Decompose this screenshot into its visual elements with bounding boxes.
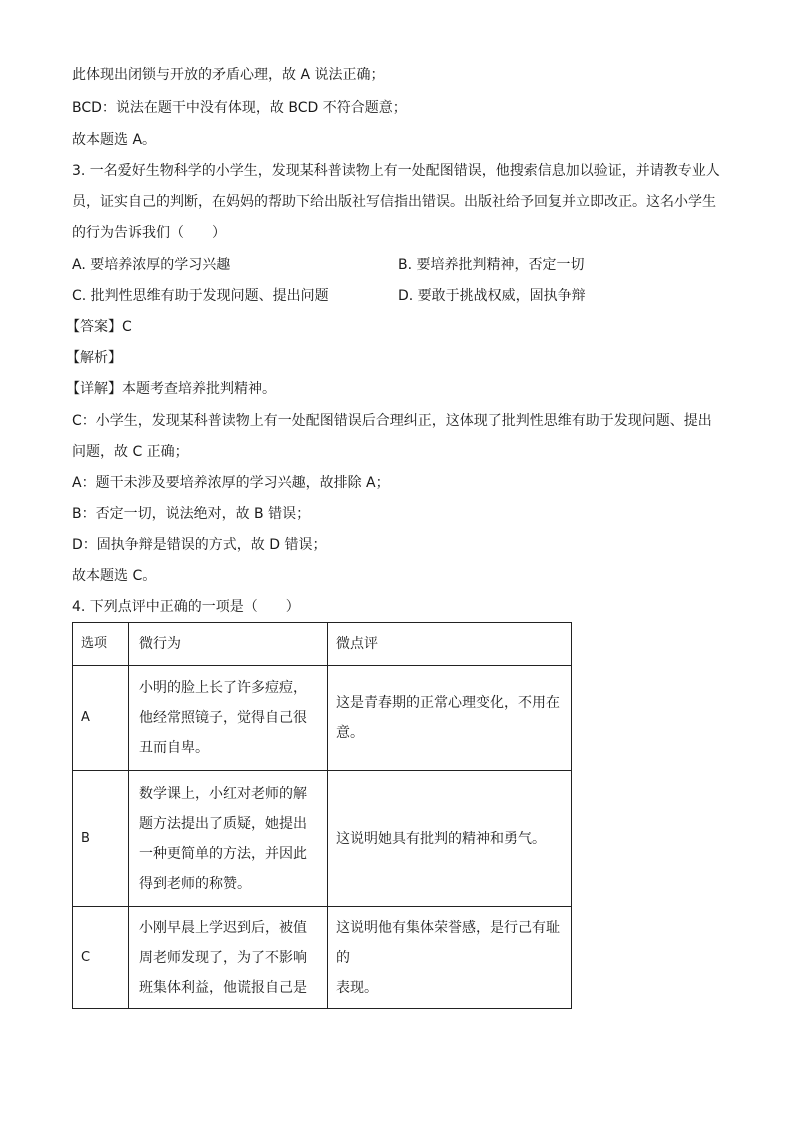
line-prev-3: 故本题选 A。: [72, 132, 157, 148]
line-prev-1: 此体现出闭锁与开放的矛盾心理，故 A 说法正确；: [72, 67, 385, 83]
line-prev-2: BCD：说法在题干中没有体现，故 BCD 不符合题意；: [72, 100, 407, 116]
q3-answer: [66, 318, 132, 336]
q3-detail: [66, 380, 276, 398]
q3-explain-a: A：题干未涉及要培养浓厚的学习兴趣，故排除 A；: [72, 475, 390, 491]
comment-line: 这说明她具有批判的精神和勇气。: [336, 830, 546, 847]
table-row: [73, 907, 572, 1009]
table-row: [73, 771, 572, 907]
q3-stem-line-2: 员，证实自己的判断，在妈妈的帮助下给出版社写信指出错误。出版社给予回复并立即改正。这名小学生: [72, 194, 716, 210]
q3-option-a: A. 要培养浓厚的学习兴趣: [72, 257, 231, 273]
q3-explain-b: B：否定一切，说法绝对，故 B 错误；: [72, 506, 311, 522]
row-option: C: [73, 907, 129, 1009]
q3-option-b: B. 要培养批判精神，否定一切: [398, 257, 585, 273]
header-comment: 微点评: [328, 623, 572, 666]
q3-stem-line-1: 3. 一名爱好生物科学的小学生，发现某科普读物上有一处配图错误，他搜索信息加以验证，并请教专业人: [72, 163, 720, 179]
row-option: A: [73, 666, 129, 771]
row-comment: [328, 771, 572, 907]
row-option: B: [73, 771, 129, 907]
behavior-line: 丑而自卑。: [139, 740, 209, 756]
header-option: 选项: [73, 623, 129, 666]
q4-stem: 4. 下列点评中正确的一项是（ ）: [72, 599, 300, 615]
q3-explain-c-2: 问题，故 C 正确；: [72, 444, 189, 460]
q3-explain-c-1: C：小学生，发现某科普读物上有一处配图错误后合理纠正，这体现了批判性思维有助于发现问题、提出: [72, 413, 712, 429]
behavior-line: 周老师发现了，为了不影响: [139, 949, 307, 966]
comment-line: 意。: [336, 725, 364, 741]
header-behavior: 微行为: [129, 623, 328, 666]
behavior-line: 小刚早晨上学迟到后，被值: [139, 919, 307, 936]
behavior-line: 他经常照镜子，觉得自己很: [139, 710, 307, 726]
q3-option-c: C. 批判性思维有助于发现问题、提出问题: [72, 288, 329, 304]
behavior-line: 小明的脸上长了许多痘痘，: [139, 680, 307, 696]
comment-line: 这说明他有集体荣誉感，是行己有耻的: [336, 919, 560, 966]
detail-tag: 【详解】: [66, 381, 122, 397]
behavior-line: 数学课上，小红对老师的解: [139, 785, 307, 802]
row-comment: [328, 666, 572, 771]
q3-option-d: D. 要敢于挑战权威，固执争辩: [398, 288, 586, 304]
q4-table: [72, 622, 572, 1009]
row-comment: [328, 907, 572, 1009]
behavior-line: 得到老师的称赞。: [139, 875, 251, 892]
behavior-line: 一种更简单的方法，并因此: [139, 845, 307, 862]
q3-stem-line-3: 的行为告诉我们（ ）: [72, 225, 226, 241]
table-row: [73, 666, 572, 771]
row-behavior: [129, 771, 328, 907]
table-header-row: [73, 623, 572, 666]
behavior-line: 班集体利益，他谎报自己是: [139, 979, 307, 996]
answer-value: C: [122, 319, 132, 335]
q3-explain-d: D：固执争辩是错误的方式，故 D 错误；: [72, 537, 327, 553]
comment-line: 这是青春期的正常心理变化，不用在: [336, 695, 560, 711]
row-behavior: [129, 907, 328, 1009]
behavior-line: 题方法提出了质疑，她提出: [139, 815, 307, 832]
detail-text: 本题考查培养批判精神。: [122, 381, 276, 397]
answer-tag: 【答案】: [66, 319, 122, 335]
q3-conclusion: 故本题选 C。: [72, 568, 157, 584]
comment-line: 表现。: [336, 979, 378, 996]
row-behavior: [129, 666, 328, 771]
q3-analysis-tag: 【解析】: [66, 350, 122, 366]
